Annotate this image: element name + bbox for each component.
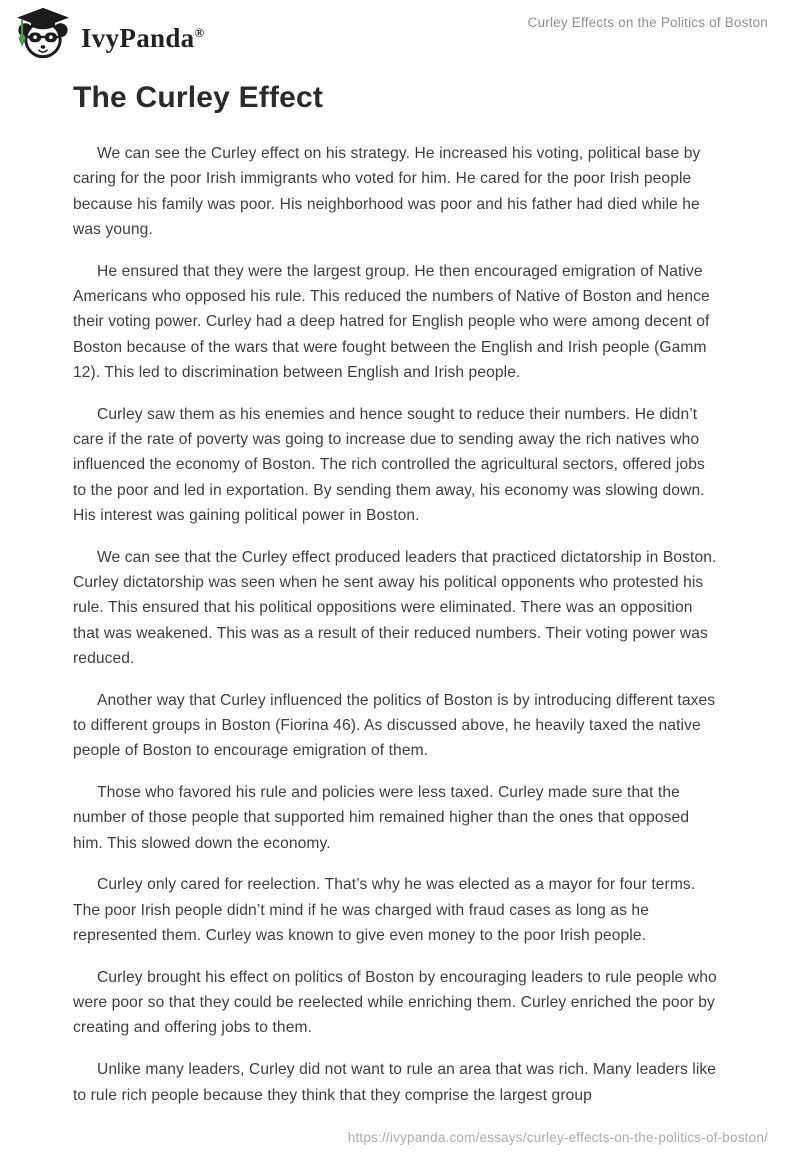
- paragraph: Curley only cared for reelection. That’s why he was elected as a mayor for four terms. The poor Irish people didn’t mind if he was charged with fraud cases as long as he represented them. Curley was known to give even money to the poor Irish people.: [73, 876, 696, 945]
- paragraph: Curley saw them as his enemies and hence sought to reduce their numbers. He didn’t care if the rate of poverty was going to increase due to sending away the rich natives who influenced the economy of Boston. The rich controlled the agricultural sectors, offered jobs to the poor and led in exportation. By sending them away, his economy was slowing down. His interest was gaining political power in Boston.: [73, 405, 705, 524]
- article-body: [0, 81, 800, 1108]
- page-header: [0, 0, 800, 63]
- source-url-link[interactable]: https://ivypanda.com/essays/curley-effects-on-the-politics-of-boston/: [347, 1130, 768, 1145]
- panda-graduate-icon: [14, 7, 72, 59]
- paragraph: Curley brought his effect on politics of Boston by encouraging leaders to rule people who were poor so that they could be reelected while enriching them. Curley enriched the poor by creating and offering jobs to them.: [73, 968, 717, 1037]
- paragraph: He ensured that they were the largest group. He then encouraged emigration of Native Americans who opposed his rule. This reduced the numbers of Native of Boston and hence their voting power. Curley had a deep hatred for English people who were among decent of Boston because of the wars that were fought between the English and Irish people (Gamm 12). This led to discrimination between English and Irish people.: [73, 262, 710, 381]
- paragraph: Another way that Curley influenced the politics of Boston is by introducing different taxes to different groups in Boston (Fiorina 46). As discussed above, he heavily taxed the native people of Boston to encourage emigration of them.: [73, 691, 716, 760]
- running-title: Curley Effects on the Politics of Boston: [527, 15, 768, 30]
- paragraph: Those who favored his rule and policies were less taxed. Curley made sure that the number of those people that supported him remained higher than the ones that opposed him. This slowed down the economy.: [73, 784, 690, 852]
- registered-mark: ®: [194, 24, 205, 40]
- article-title: The Curley Effect: [73, 81, 324, 114]
- paragraph: We can see that the Curley effect produced leaders that practiced dictatorship in Boston. Curley dictatorship was seen when he sent away his political opponents who protested his rule. This ensured that his political oppositions were eliminated. There was an opposition that was weakened. This was as a result of their reduced numbers. Their voting power was reduced.: [73, 548, 717, 667]
- brand-name: IvyPanda®: [81, 22, 205, 53]
- paragraph: Unlike many leaders, Curley did not want to rule an area that was rich. Many leaders like to rule rich people because they think that they comprise the largest group: [73, 1061, 717, 1104]
- paragraph: We can see the Curley effect on his strategy. He increased his voting, political base by caring for the poor Irish immigrants who voted for him. He cared for the poor Irish people because his family was poor. His neighborhood was poor and his father had died while he was young.: [73, 145, 701, 238]
- ivypanda-logo[interactable]: [14, 7, 204, 59]
